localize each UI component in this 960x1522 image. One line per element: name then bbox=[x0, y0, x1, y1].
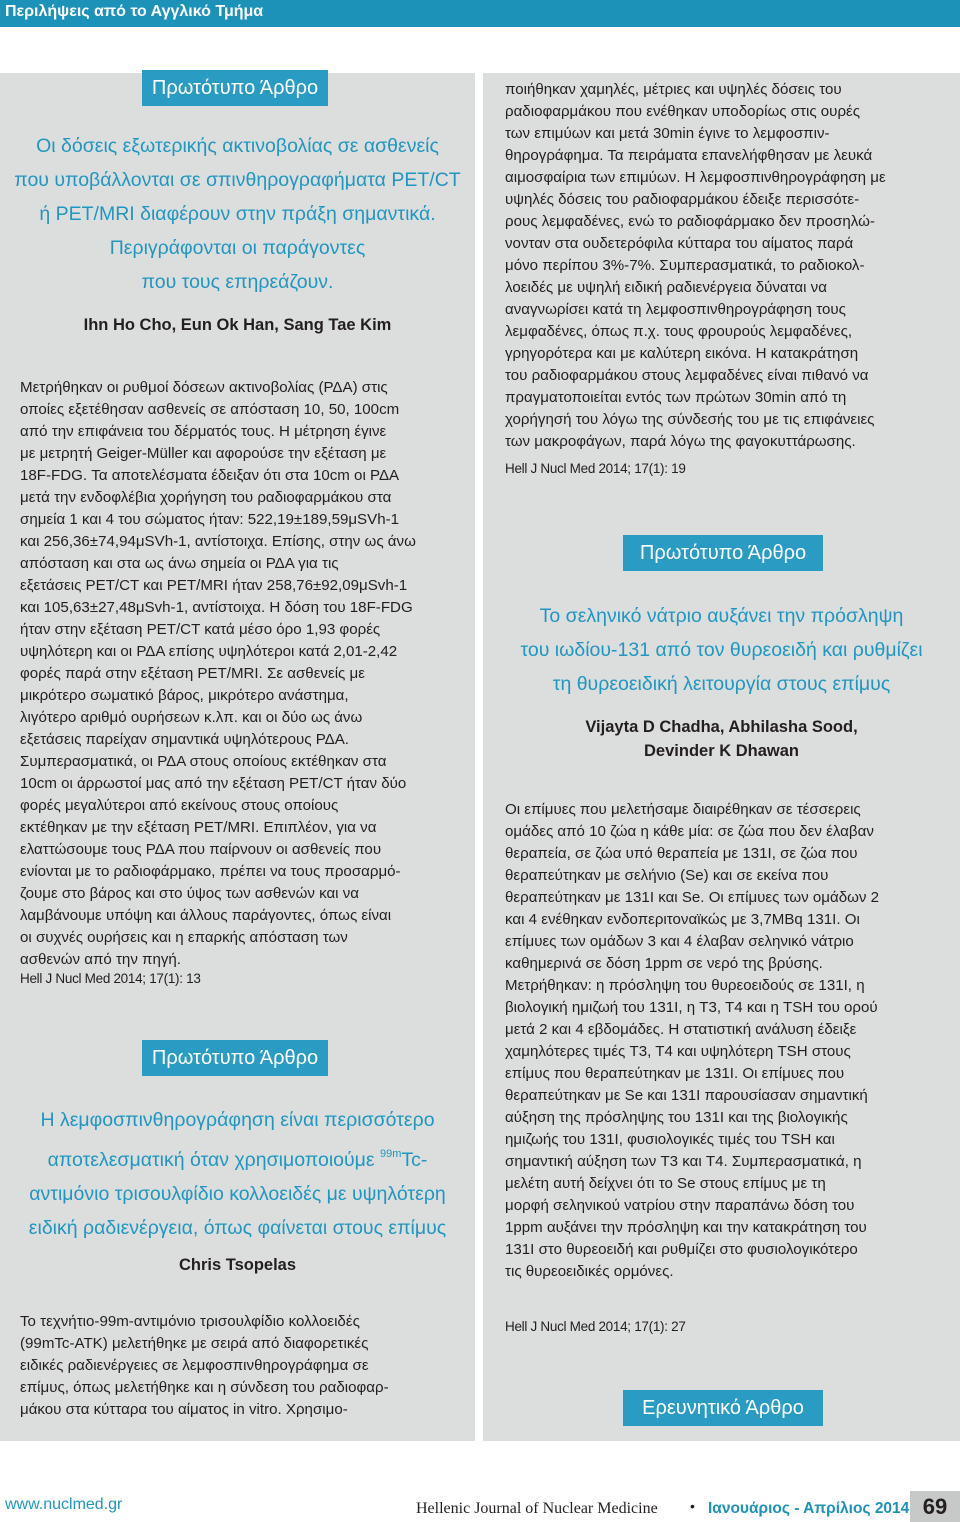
text-line: εκτέθηκαν με την εξέταση PET/MRI. Επιπλέον, για να bbox=[20, 819, 377, 836]
article1-citation: Hell J Nucl Med 2014; 17(1): 13 bbox=[20, 971, 201, 986]
text-line: ομάδες από 10 ζώα η κάθε μία: σε ζώα που δεν έλαβαν bbox=[505, 823, 874, 840]
title-line: Περιγράφονται οι παράγοντες bbox=[109, 237, 366, 259]
text-line: καθημερινά σε δόση 1ppm σε νερό της βρύσης. bbox=[505, 955, 823, 972]
text-line: ενίονται με το ραδιοφάρμακο, πρέπει να τους προσαρμό- bbox=[20, 863, 401, 880]
text-line: επίμυς, όπως μελετήθηκε και η σύνδεση του ραδιοφαρ- bbox=[20, 1379, 389, 1396]
text-line: θεραπεύτηκαν με 131I και Se. Οι επίμυες των ομάδων 2 bbox=[505, 889, 880, 906]
text-line: ζουμε στο βάρος και στο ύψος των ασθενών και να bbox=[20, 885, 360, 902]
text-line: επίμυς που θεραπεύτηκαν με 131I. Οι επίμυες που bbox=[505, 1065, 845, 1082]
text-line: 10cm οι άρρωστοί μας από την εξέταση PET/CT ήταν δύο bbox=[20, 775, 407, 792]
article-type-banner: Ερευνητικό Άρθρο bbox=[623, 1390, 823, 1426]
text-line: βιολογική ημιζωή του 131I, η T3, T4 και η TSH του ορού bbox=[505, 999, 878, 1016]
text-line: λαμβάνουμε υπόψη και άλλους παράγοντες, όπως είναι bbox=[20, 907, 392, 924]
text-line: υψηλές δόσεις του ραδιοφαρμάκου έδειξε περισσότε- bbox=[505, 191, 860, 208]
text-line: θεραπεία, σε ζώα υπό θεραπεία με 131I, σε ζώα που bbox=[505, 845, 858, 862]
text-line: ειδικές ραδιενέργειες σε λεμφοσπινθηρογράφημα σε bbox=[20, 1357, 369, 1374]
article2-abstract-continued bbox=[505, 79, 943, 453]
text-line: οποίες εξετέθησαν ασθενείς σε απόσταση 10, 50, 100cm bbox=[20, 401, 400, 418]
text-line: χορήγησή του λόγω της σύνδεσής του με τις επιφάνειες bbox=[505, 411, 875, 428]
title-line: που τους επηρεάζουν. bbox=[141, 271, 334, 293]
article1-authors: Ihn Ho Cho, Eun Ok Han, Sang Tae Kim bbox=[83, 316, 392, 334]
text-line: Μετρήθηκαν οι ρυθμοί δόσεων ακτινοβολίας (ΡΔΑ) στις bbox=[20, 379, 388, 396]
text-line: οι συχνές ουρήσεις και η επαρκής απόσταση των bbox=[20, 929, 348, 946]
text-line: θεραπεύτηκαν με σελήνιο (Se) και σε εκείνα που bbox=[505, 867, 829, 884]
text-line: μελέτη αυτή δείχνει ότι το Se στους επίμυς με τη bbox=[505, 1175, 826, 1192]
text-line: ημιζωής του 131I, φυσιολογικές τιμές του TSH και bbox=[505, 1131, 835, 1148]
text-line: γρηγορότερα και με καλύτερη εικόνα. Η κατακράτηση bbox=[505, 345, 859, 362]
article1-abstract bbox=[20, 377, 452, 971]
top-bar bbox=[0, 0, 960, 27]
title-line: αντιμόνιο τρισουλφίδιο κολλοειδές με υψηλότερη bbox=[29, 1183, 446, 1205]
text-line: αιμοσφαίρια των επιμύων. Η λεμφοσπινθηρογράφηση με bbox=[505, 169, 886, 186]
text-line: μόνο περίπου 3%-7%. Συμπερασματικά, το ραδιοκολ- bbox=[505, 257, 865, 274]
issue-date: Ιανουάριος - Απρίλιος 2014 bbox=[708, 1500, 910, 1517]
text-line: υψηλότερη και οι ΡΔΑ επίσης υψηλότεροι κατά 2,01-2,42 bbox=[20, 643, 398, 660]
author-line: Devinder K Dhawan bbox=[644, 742, 799, 760]
article3-title bbox=[483, 599, 960, 701]
text-line: Οι επίμυες που μελετήσαμε διαιρέθηκαν σε τέσσερεις bbox=[505, 801, 861, 818]
text-line: από την επιφάνεια του δέρματός τους. Η μέτρηση έγινε bbox=[20, 423, 387, 440]
text-line: Συμπερασματικά, οι ΡΔΑ στους οποίους εκτέθηκαν στα bbox=[20, 753, 387, 770]
text-line: των επιμύων και μετά 30min έγινε το λεμφοσπιν- bbox=[505, 125, 830, 142]
article3-abstract bbox=[505, 799, 943, 1283]
text-line: του ραδιοφαρμάκου στους λεμφαδένες είναι πιθανό να bbox=[505, 367, 869, 384]
title-line: του ιωδίου-131 από τον θυρεοειδή και ρυθμίζει bbox=[520, 639, 923, 661]
author-line: Vijayta D Chadha, Abhilasha Sood, bbox=[585, 718, 858, 736]
article2-abstract bbox=[20, 1311, 452, 1421]
text-line: μικρότερο σωματικό βάρος, μικρότερο ανάστημα, bbox=[20, 687, 349, 704]
text-line: αναγνωρίσει κατά τη λεμφοσπινθηρογράφηση τους bbox=[505, 301, 846, 318]
title-line: Οι δόσεις εξωτερικής ακτινοβολίας σε ασθενείς bbox=[36, 135, 439, 157]
text-line: λιγότερο αριθμό ουρήσεων κ.λπ. και οι δύο ως άνω bbox=[20, 709, 363, 726]
text-line: απόσταση και στα ως άνω σημεία οι ΡΔΑ για τις bbox=[20, 555, 339, 572]
bullet-separator: • bbox=[690, 1498, 695, 1514]
text-line: και 105,63±27,48μSvh-1, αντίστοιχα. Η δόση του 18F-FDG bbox=[20, 599, 413, 616]
text-line: και 256,36±74,94μSVh-1, αντίστοιχα. Επίσης, στην ως άνω bbox=[20, 533, 416, 550]
title-line: Το σεληνικό νάτριο αυξάνει την πρόσληψη bbox=[539, 605, 904, 627]
text-line: εξετάσεις PET/CT και PET/MRI ήταν 258,76±92,09μSvh-1 bbox=[20, 577, 408, 594]
journal-url-link[interactable]: www.nuclmed.gr bbox=[5, 1496, 123, 1513]
article2-title bbox=[0, 1103, 475, 1245]
text-line: λεμφαδένες, όπως π.χ. τους φρουρούς λεμφαδένες, bbox=[505, 323, 853, 340]
text-line: Μετρήθηκαν: η πρόσληψη του θυρεοειδούς σε 131I, η bbox=[505, 977, 865, 994]
article1-title bbox=[0, 129, 475, 299]
text-line: 131I στο θυρεοειδή και ρυθμίζει στο φυσιολογικότερο bbox=[505, 1241, 858, 1258]
text-line: θηρογράφημα. Τα πειράματα επανελήφθησαν με λευκά bbox=[505, 147, 873, 164]
text-line: φορές μεγαλύτεροι από εκείνους στους οποίους bbox=[20, 797, 339, 814]
article2-authors: Chris Tsopelas bbox=[178, 1256, 297, 1274]
article-type-banner: Πρωτότυπο Άρθρο bbox=[142, 1040, 328, 1076]
text-line: ρους λεμφαδένες, ενώ το ραδιοφάρμακο δεν προσηλώ- bbox=[505, 213, 875, 230]
text-line: φορές παρά στην εξέταση PET/MRI. Σε ασθενείς με bbox=[20, 665, 365, 682]
section-title: Περιλήψεις από το Αγγλικό Τμήμα bbox=[5, 3, 264, 20]
title-line: τη θυρεοειδική λειτουργία στους επίμυς bbox=[552, 673, 891, 695]
text-line: με μετρητή Geiger-Müller και αφορούσε την εξέταση με bbox=[20, 445, 387, 462]
text-line: εξετάσεις παρείχαν σημαντικά υψηλότερους ΡΔΑ. bbox=[20, 731, 350, 748]
text-line: μετά 2 και 4 εβδομάδες. Η στατιστική ανάλυση έδειξε bbox=[505, 1021, 857, 1038]
text-line: Το τεχνήτιο-99m-αντιμόνιο τρισουλφίδιο κολλοειδές bbox=[20, 1313, 360, 1330]
page-number: 69 bbox=[910, 1491, 960, 1522]
text-line: επίμυες των ομάδων 3 και 4 έλαβαν σεληνικό νάτριο bbox=[505, 933, 854, 950]
text-line: λοειδές με υψηλή ειδική ραδιενέργεια δύναται να bbox=[505, 279, 827, 296]
article3-authors bbox=[483, 715, 960, 763]
text-line: σημαντική αύξηση των T3 και T4. Συμπερασματικά, η bbox=[505, 1153, 862, 1170]
text-line: και 4 ενέθηκαν ενδοπεριτοναϊκώς με 3,7MBq 131I. Οι bbox=[505, 911, 860, 928]
title-line: Η λεμφοσπινθηρογράφηση είναι περισσότερο bbox=[40, 1109, 435, 1131]
title-line: που υποβάλλονται σε σπινθηρογραφήματα PET/CT bbox=[14, 169, 461, 191]
text-line: ποιήθηκαν χαμηλές, μέτριες και υψηλές δόσεις του bbox=[505, 81, 842, 98]
text-line: μετά την ενδοφλέβια χορήγηση του ραδιοφαρμάκου στα bbox=[20, 489, 392, 506]
text-line: νονταν στα ουδετερόφιλα κύτταρα του αίματος παρά bbox=[505, 235, 854, 252]
text-line: των μακροφάγων, παρά λόγω της φαγοκυττάρωσης. bbox=[505, 433, 856, 450]
text-line: πραγματοποιείται εντός των πρώτων 30min από τη bbox=[505, 389, 847, 406]
title-text: αποτελεσματική όταν χρησιμοποιούμε bbox=[47, 1149, 375, 1171]
text-line: σημεία 1 και 4 του σώματος ήταν: 522,19±189,59μSVh-1 bbox=[20, 511, 400, 528]
text-line: ασθενών από την πηγή. bbox=[20, 951, 182, 968]
text-line: (99mTc-ATK) μελετήθηκε με σειρά από διαφορετικές bbox=[20, 1335, 369, 1352]
text-line: ελαττώσουμε τους ΡΔΑ που παίρνουν οι ασθενείς που bbox=[20, 841, 382, 858]
text-line: τις θυρεοειδικές ορμόνες. bbox=[505, 1263, 674, 1280]
text-line: μάκου στα κύτταρα του αίματος in vitro. Χρησιμο- bbox=[20, 1401, 348, 1418]
text-line: θεραπεύτηκαν με Se και 131I παρουσίασαν σημαντική bbox=[505, 1087, 868, 1104]
text-line: χαμηλότερες τιμές T3, T4 και υψηλότερη TSH στους bbox=[505, 1043, 851, 1060]
article-type-banner: Πρωτότυπο Άρθρο bbox=[623, 535, 823, 571]
title-line bbox=[0, 1137, 475, 1177]
title-superscript: 99m bbox=[380, 1148, 402, 1160]
article2-citation: Hell J Nucl Med 2014; 17(1): 19 bbox=[505, 461, 686, 476]
journal-name: Hellenic Journal of Nuclear Medicine bbox=[416, 1500, 658, 1517]
text-line: ραδιοφαρμάκου που ενέθηκαν υποδορίως στις ουρές bbox=[505, 103, 861, 120]
title-line: ειδική ραδιενέργεια, όπως φαίνεται στους επίμυς bbox=[28, 1217, 447, 1239]
title-line: ή PET/MRI διαφέρουν στην πράξη σημαντικά. bbox=[39, 203, 436, 225]
text-line: ήταν στην εξέταση PET/CT κατά μέσο όρο 1,93 φορές bbox=[20, 621, 381, 638]
title-tail: Tc- bbox=[401, 1149, 428, 1171]
article-type-banner: Πρωτότυπο Άρθρο bbox=[142, 70, 328, 106]
text-line: 18F-FDG. Τα αποτελέσματα έδειξαν ότι στα 10cm οι ΡΔΑ bbox=[20, 467, 400, 484]
text-line: μορφή σεληνικού νατρίου στην παραπάνω δόση του bbox=[505, 1197, 855, 1214]
text-line: 1ppm αυξάνει την πρόσληψη και την κατακράτηση του bbox=[505, 1219, 867, 1236]
text-line: αύξηση της πρόσληψης του 131I και της βιολογικής bbox=[505, 1109, 848, 1126]
article3-citation: Hell J Nucl Med 2014; 17(1): 27 bbox=[505, 1319, 686, 1334]
